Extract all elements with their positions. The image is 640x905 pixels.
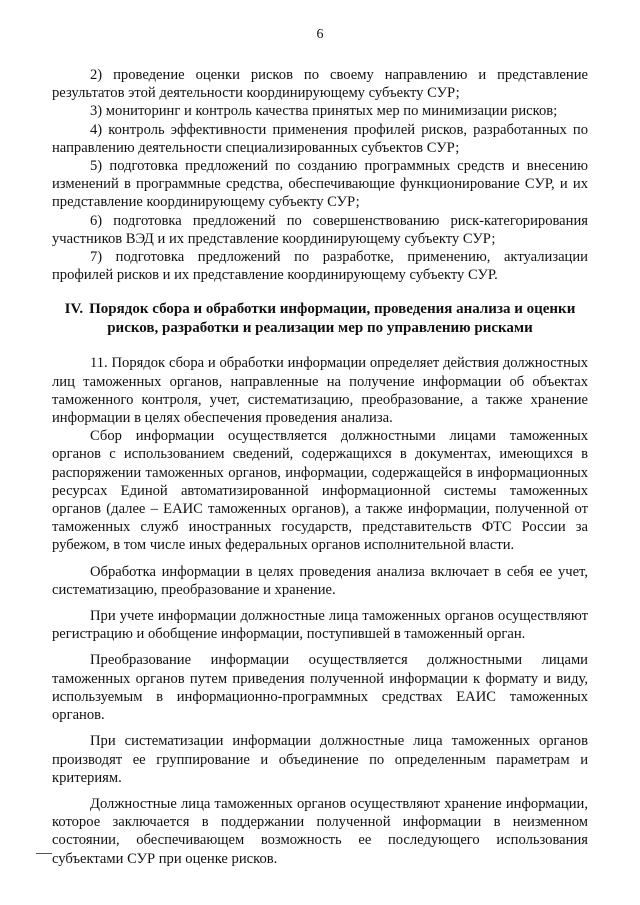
document-body bbox=[52, 66, 588, 868]
paragraph: При систематизации информации должностные лица таможенных органов производят ее группирование и объединение по определенным параметрам и критериям. bbox=[52, 733, 588, 786]
paragraph: При учете информации должностные лица таможенных органов осуществляют регистрацию и обобщение информации, поступившей в таможенный орган. bbox=[52, 608, 588, 643]
section-title: Порядок сбора и обработки информации, проведения анализа и оценки рисков, разработки и реализации мер по управлению рисками bbox=[89, 301, 576, 336]
list-item: 4) контроль эффективности применения профилей рисков, разработанных по направлению деятельности специализированных субъектов СУР; bbox=[52, 121, 588, 156]
list-item: 2) проведение оценки рисков по своему направлению и представление результатов этой деятельности координирующему субъекту СУР; bbox=[52, 67, 588, 102]
paragraph: Обработка информации в целях проведения анализа включает в себя ее учет, систематизацию, преобразование и хранение. bbox=[52, 563, 588, 598]
paragraph: Преобразование информации осуществляется должностными лицами таможенных органов путем приведения полученной информации к формату и виду, используемым в информационно-программных средствах ЕАИС таможенных органов. bbox=[52, 652, 588, 724]
section-number: IV. bbox=[64, 301, 84, 318]
paragraph: 11. Порядок сбора и обработки информации определяет действия должностных лиц таможенных органов, направленные на получение информации об объектах таможенного контроля, учет, систематизацию, преобразование, а также хранение информации в целях обеспечения проведения анализа. bbox=[52, 355, 588, 427]
page-number: 6 bbox=[316, 27, 324, 42]
list-item: 3) мониторинг и контроль качества принятых мер по минимизации рисков; bbox=[90, 103, 558, 120]
list-item: 5) подготовка предложений по созданию программных средств и внесению изменений в программные средства, обеспечивающие функционирование СУР, и их представление координирующему субъекту СУР; bbox=[52, 158, 588, 211]
section-heading bbox=[52, 300, 588, 337]
paragraph: Должностные лица таможенных органов осуществляют хранение информации, которое заключается в поддержании полученной информации в неизменном состоянии, обеспечивающем возможность ее последующего использования субъектами СУР при оценке рисков. bbox=[52, 795, 588, 867]
margin-mark bbox=[36, 853, 52, 854]
list-item: 6) подготовка предложений по совершенствованию риск-категорирования участников ВЭД и их представление координирующему субъекту СУР; bbox=[52, 212, 588, 247]
list-item: 7) подготовка предложений по разработке, применению, актуализации профилей рисков и их представление координирующему субъекту СУР. bbox=[52, 249, 588, 284]
paragraph: Сбор информации осуществляется должностными лицами таможенных органов с использованием сведений, содержащихся в документах, имеющихся в распоряжении таможенных органов, информации, содержащейся в информационных ресурсах Единой автоматизированной информационной системы таможенных органов (далее – ЕАИС таможенных органов), а также информации, полученной от таможенных служб иностранных государств, представительств ФТС России за рубежом, в том числе иных федеральных органов исполнительной власти. bbox=[52, 428, 588, 554]
